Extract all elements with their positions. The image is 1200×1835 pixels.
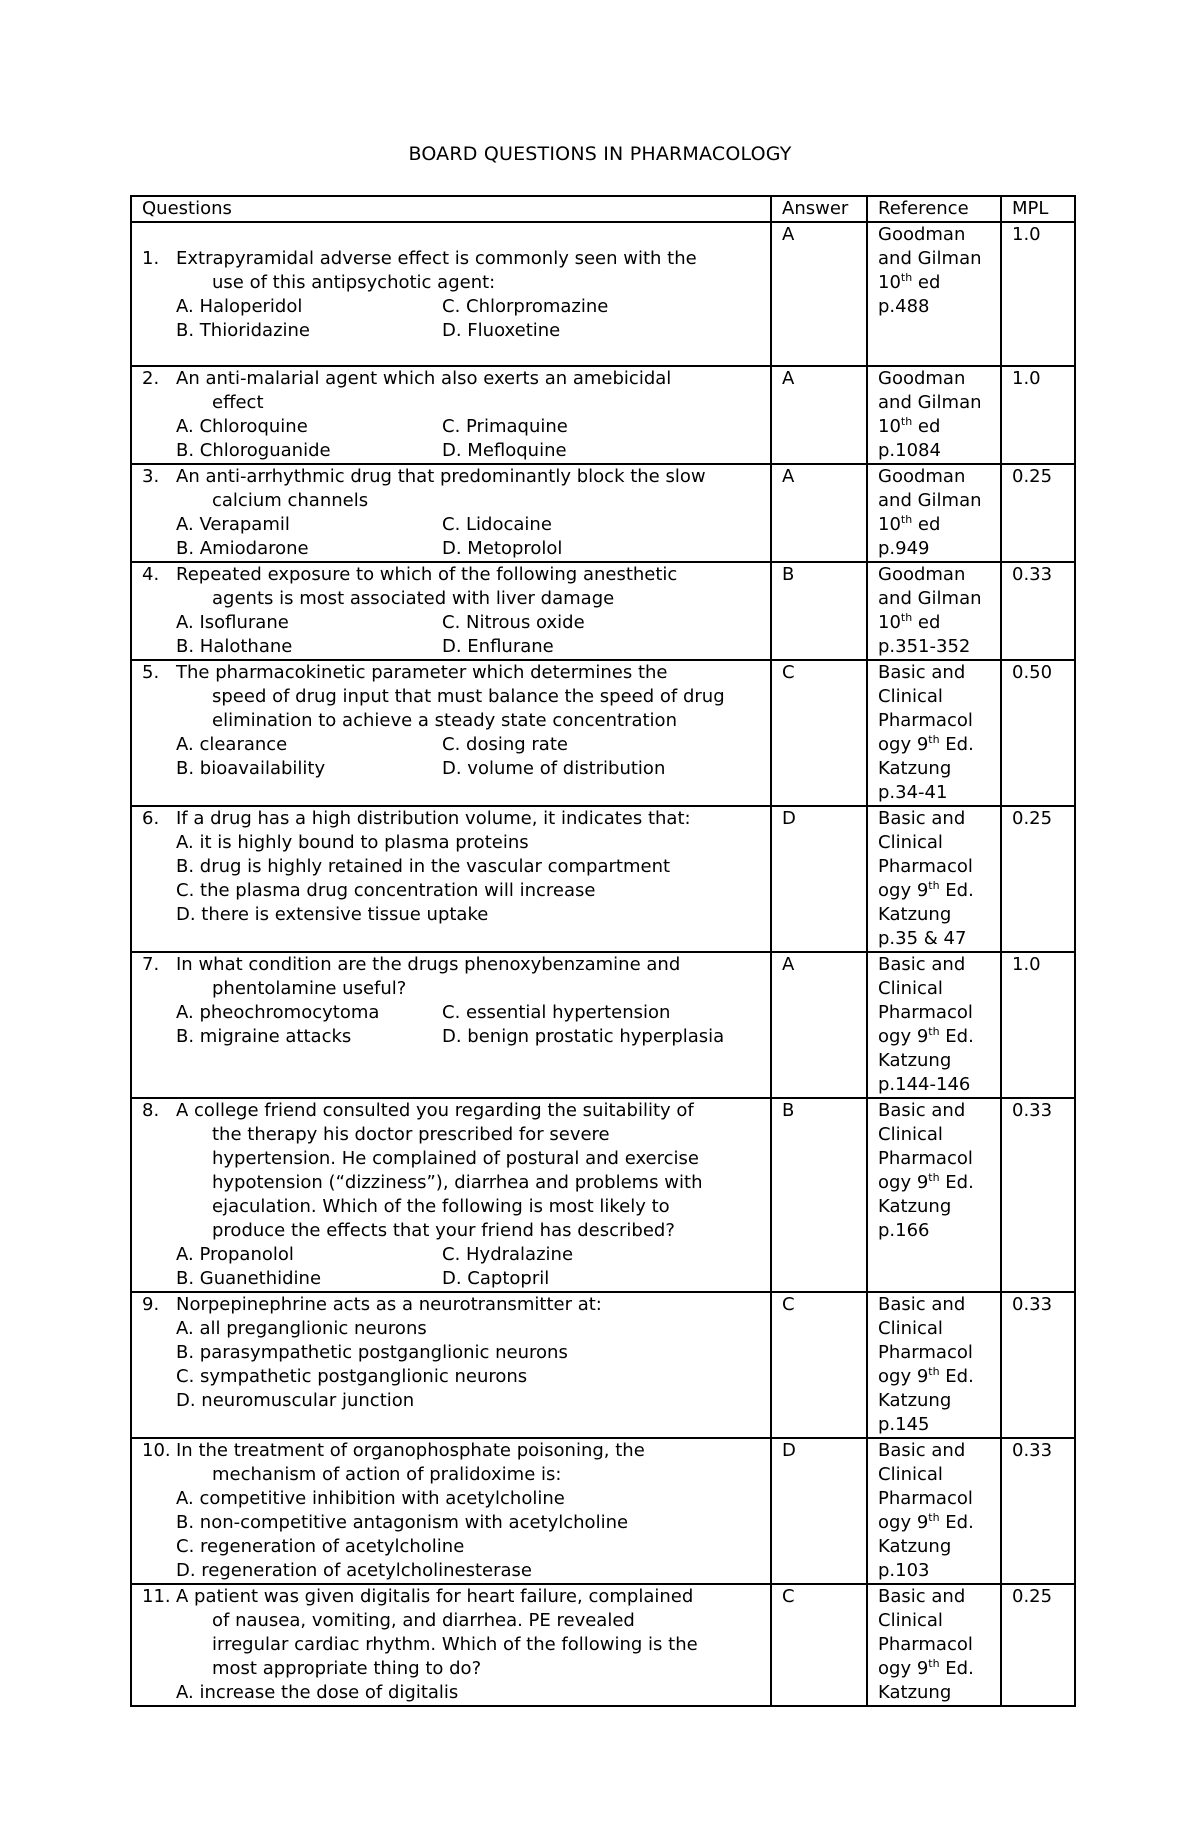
mpl-cell: 0.33 <box>1001 1292 1075 1438</box>
reference-superscript: th <box>928 1365 940 1378</box>
question-cell <box>131 222 771 366</box>
option-row <box>176 537 762 561</box>
reference-edition <box>878 1025 992 1049</box>
option-right: C. dosing rate <box>442 734 568 755</box>
reference-text: Ed. <box>939 1026 974 1047</box>
mpl-cell: 0.33 <box>1001 1098 1075 1292</box>
question-cell <box>131 1438 771 1584</box>
reference-text: Ed. <box>939 734 974 755</box>
reference-line: Basic and <box>878 1294 966 1315</box>
question-stem <box>176 1439 762 1583</box>
reference-text: ogy 9 <box>878 1366 929 1387</box>
reference-edition <box>878 513 992 537</box>
option-left: A. Verapamil <box>176 514 290 535</box>
answer-cell: B <box>771 1098 867 1292</box>
reference-superscript: th <box>900 271 913 284</box>
header-mpl: MPL <box>1001 196 1075 222</box>
option-right: C. Chlorpromazine <box>442 296 609 317</box>
table-row <box>131 1292 1075 1438</box>
question-cell <box>131 464 771 562</box>
answer-cell: A <box>771 366 867 464</box>
question-number: 6. <box>142 808 160 829</box>
question-content <box>142 1585 762 1705</box>
question-cell <box>131 660 771 806</box>
answer-cell: A <box>771 222 867 366</box>
question-stem-line: use of this antipsychotic agent: <box>212 272 496 293</box>
question-cell <box>131 1584 771 1706</box>
reference-line: Pharmacol <box>878 710 973 731</box>
question-stem-line: phentolamine useful? <box>212 978 407 999</box>
reference-text: Ed. <box>939 1172 974 1193</box>
question-stem-line: produce the effects that your friend has described? <box>212 1220 675 1241</box>
reference-text: 10 <box>878 416 901 437</box>
mpl-cell: 1.0 <box>1001 952 1075 1098</box>
question-stem-line: irregular cardiac rhythm. Which of the following is the <box>212 1634 698 1655</box>
reference-text: ogy 9 <box>878 1172 929 1193</box>
table-row <box>131 562 1075 660</box>
option-right: D. benign prostatic hyperplasia <box>442 1026 725 1047</box>
question-stem-line: In what condition are the drugs phenoxybenzamine and <box>176 954 681 975</box>
option-item: B. non-competitive antagonism with acetylcholine <box>176 1512 629 1533</box>
question-number: 8. <box>142 1100 160 1121</box>
option-right: D. Captopril <box>442 1268 550 1289</box>
question-stem-line: effect <box>212 392 264 413</box>
question-cell <box>131 1292 771 1438</box>
reference-superscript: th <box>928 1171 940 1184</box>
question-stem-line: A patient was given digitalis for heart failure, complained <box>176 1586 694 1607</box>
option-left: B. Amiodarone <box>176 538 309 559</box>
question-content <box>142 661 762 781</box>
question-stem-line: An anti-arrhythmic drug that predominantly block the slow <box>176 466 706 487</box>
mpl-cell: 0.50 <box>1001 660 1075 806</box>
reference-line: Goodman <box>878 466 966 487</box>
question-stem <box>176 465 762 561</box>
option-row <box>176 415 762 439</box>
reference-line: Basic and <box>878 954 966 975</box>
option-left: B. Guanethidine <box>176 1268 322 1289</box>
question-number: 5. <box>142 662 160 683</box>
reference-superscript: th <box>900 611 913 624</box>
reference-line: Clinical <box>878 686 943 707</box>
reference-text: ogy 9 <box>878 734 929 755</box>
question-line <box>142 465 762 561</box>
question-cell <box>131 366 771 464</box>
question-stem-line: mechanism of action of pralidoxime is: <box>212 1464 562 1485</box>
reference-line: Clinical <box>878 832 943 853</box>
reference-line: Goodman <box>878 368 966 389</box>
reference-cell <box>867 1438 1001 1584</box>
question-stem <box>176 247 762 343</box>
reference-edition <box>878 1511 992 1535</box>
question-number: 9. <box>142 1294 160 1315</box>
option-left: A. Isoflurane <box>176 612 289 633</box>
reference-superscript: th <box>900 415 913 428</box>
option-left: A. Haloperidol <box>176 296 303 317</box>
question-stem-line: An anti-malarial agent which also exerts an amebicidal <box>176 368 672 389</box>
option-right: D. Metoprolol <box>442 538 563 559</box>
reference-line: p.144-146 <box>878 1074 971 1095</box>
reference-cell <box>867 366 1001 464</box>
reference-line: p.103 <box>878 1560 930 1581</box>
answer-cell: A <box>771 464 867 562</box>
option-right: C. Hydralazine <box>442 1244 574 1265</box>
option-row <box>176 1243 762 1267</box>
option-left: A. pheochromocytoma <box>176 1002 380 1023</box>
question-stem <box>176 953 762 1049</box>
reference-line: Katzung <box>878 904 952 925</box>
option-item: A. increase the dose of digitalis <box>176 1682 459 1703</box>
question-number: 11. <box>142 1586 171 1607</box>
reference-edition <box>878 733 992 757</box>
option-left: B. Chloroguanide <box>176 440 331 461</box>
reference-text: Ed. <box>939 1512 974 1533</box>
question-cell <box>131 562 771 660</box>
question-number: 10. <box>142 1440 171 1461</box>
table-header-row <box>131 196 1075 222</box>
reference-line: Katzung <box>878 1050 952 1071</box>
option-row <box>176 1001 762 1025</box>
option-item: D. there is extensive tissue uptake <box>176 904 489 925</box>
reference-line: Katzung <box>878 1390 952 1411</box>
answer-cell: D <box>771 1438 867 1584</box>
option-item: A. all preganglionic neurons <box>176 1318 427 1339</box>
option-row <box>176 319 762 343</box>
header-answer: Answer <box>771 196 867 222</box>
option-right: C. Nitrous oxide <box>442 612 585 633</box>
reference-cell <box>867 222 1001 366</box>
reference-text: ogy 9 <box>878 1658 929 1679</box>
reference-line: Basic and <box>878 1440 966 1461</box>
option-row <box>176 635 762 659</box>
reference-line: Pharmacol <box>878 856 973 877</box>
reference-line: and Gilman <box>878 392 982 413</box>
question-line <box>142 953 762 1049</box>
question-stem-line: hypotension (“dizziness”), diarrhea and problems with <box>212 1172 703 1193</box>
reference-line: Pharmacol <box>878 1148 973 1169</box>
table-row <box>131 806 1075 952</box>
question-stem <box>176 661 762 781</box>
reference-line: p.351-352 <box>878 636 971 657</box>
option-row <box>176 295 762 319</box>
question-cell <box>131 952 771 1098</box>
mpl-cell: 0.25 <box>1001 464 1075 562</box>
question-stem <box>176 807 762 927</box>
reference-cell <box>867 1098 1001 1292</box>
mpl-cell: 0.33 <box>1001 562 1075 660</box>
option-right: D. Fluoxetine <box>442 320 561 341</box>
question-number: 1. <box>142 248 160 269</box>
reference-line: Clinical <box>878 978 943 999</box>
question-number: 7. <box>142 954 160 975</box>
option-item: C. regeneration of acetylcholine <box>176 1536 465 1557</box>
question-stem-line: of nausea, vomiting, and diarrhea. PE revealed <box>212 1610 635 1631</box>
table-row <box>131 366 1075 464</box>
option-row <box>176 513 762 537</box>
reference-cell <box>867 952 1001 1098</box>
option-left: A. clearance <box>176 734 288 755</box>
question-stem-line: A college friend consulted you regarding the suitability of <box>176 1100 694 1121</box>
question-stem-line: Repeated exposure to which of the following anesthetic <box>176 564 678 585</box>
reference-line: Basic and <box>878 1586 966 1607</box>
reference-line: Pharmacol <box>878 1634 973 1655</box>
reference-line: p.949 <box>878 538 930 559</box>
option-row <box>176 1025 762 1049</box>
question-stem <box>176 563 762 659</box>
question-line <box>142 807 762 927</box>
question-stem <box>176 1293 762 1413</box>
option-left: A. Propanolol <box>176 1244 294 1265</box>
reference-line: Pharmacol <box>878 1342 973 1363</box>
reference-line: Katzung <box>878 1196 952 1217</box>
reference-line: p.34-41 <box>878 782 948 803</box>
question-stem-line: agents is most associated with liver damage <box>212 588 615 609</box>
option-item: C. the plasma drug concentration will increase <box>176 880 596 901</box>
mpl-cell: 0.33 <box>1001 1438 1075 1584</box>
mpl-cell: 1.0 <box>1001 366 1075 464</box>
question-content <box>142 465 762 561</box>
option-right: C. essential hypertension <box>442 1002 671 1023</box>
question-line <box>142 661 762 781</box>
table-row <box>131 1098 1075 1292</box>
question-stem-line: most appropriate thing to do? <box>212 1658 482 1679</box>
reference-line: Pharmacol <box>878 1002 973 1023</box>
question-stem <box>176 1585 762 1705</box>
table-row <box>131 1584 1075 1706</box>
question-cell <box>131 806 771 952</box>
reference-line: p.166 <box>878 1220 930 1241</box>
option-item: D. neuromuscular junction <box>176 1390 415 1411</box>
reference-line: Clinical <box>878 1610 943 1631</box>
option-right: C. Lidocaine <box>442 514 552 535</box>
question-line <box>142 1585 762 1705</box>
reference-superscript: th <box>928 1025 940 1038</box>
reference-text: Ed. <box>939 880 974 901</box>
reference-edition <box>878 271 992 295</box>
answer-cell: B <box>771 562 867 660</box>
option-row <box>176 1267 762 1291</box>
option-left: B. migraine attacks <box>176 1026 352 1047</box>
option-row <box>176 733 762 757</box>
option-item: A. competitive inhibition with acetylcholine <box>176 1488 565 1509</box>
reference-line: Basic and <box>878 808 966 829</box>
question-content <box>142 1293 762 1413</box>
table-row <box>131 1438 1075 1584</box>
reference-line: Clinical <box>878 1318 943 1339</box>
reference-line: Basic and <box>878 1100 966 1121</box>
question-line <box>142 247 762 343</box>
reference-edition <box>878 1657 992 1681</box>
question-stem-line: calcium channels <box>212 490 369 511</box>
option-item: C. sympathetic postganglionic neurons <box>176 1366 528 1387</box>
table-row <box>131 222 1075 366</box>
question-line <box>142 367 762 463</box>
answer-cell: C <box>771 1292 867 1438</box>
question-stem-line: elimination to achieve a steady state concentration <box>212 710 677 731</box>
reference-line: and Gilman <box>878 588 982 609</box>
reference-line: Goodman <box>878 224 966 245</box>
reference-superscript: th <box>928 1657 940 1670</box>
option-item: B. parasympathetic postganglionic neurons <box>176 1342 568 1363</box>
reference-line: p.488 <box>878 296 930 317</box>
reference-line: Pharmacol <box>878 1488 973 1509</box>
question-line <box>142 1439 762 1583</box>
table-row <box>131 952 1075 1098</box>
question-stem-line: If a drug has a high distribution volume, it indicates that: <box>176 808 691 829</box>
reference-text: ogy 9 <box>878 1026 929 1047</box>
reference-superscript: th <box>900 513 913 526</box>
option-left: A. Chloroquine <box>176 416 308 437</box>
option-right: C. Primaquine <box>442 416 568 437</box>
question-content <box>142 563 762 659</box>
reference-text: 10 <box>878 272 901 293</box>
reference-edition <box>878 415 992 439</box>
question-stem-line: The pharmacokinetic parameter which determines the <box>176 662 668 683</box>
reference-edition <box>878 611 992 635</box>
option-left: B. bioavailability <box>176 758 326 779</box>
question-content <box>142 223 762 343</box>
reference-line: and Gilman <box>878 490 982 511</box>
question-content <box>142 1099 762 1291</box>
reference-line: p.1084 <box>878 440 941 461</box>
question-content <box>142 1439 762 1583</box>
question-stem-line: the therapy his doctor prescribed for severe <box>212 1124 610 1145</box>
reference-cell <box>867 562 1001 660</box>
mpl-cell: 0.25 <box>1001 1584 1075 1706</box>
option-item: A. it is highly bound to plasma proteins <box>176 832 529 853</box>
option-row <box>176 439 762 463</box>
answer-cell: C <box>771 660 867 806</box>
question-line <box>142 1293 762 1413</box>
reference-superscript: th <box>928 733 940 746</box>
page-title: BOARD QUESTIONS IN PHARMACOLOGY <box>408 143 792 165</box>
option-left: B. Thioridazine <box>176 320 310 341</box>
reference-cell <box>867 1292 1001 1438</box>
reference-superscript: th <box>928 1511 940 1524</box>
reference-edition <box>878 879 992 903</box>
header-reference: Reference <box>867 196 1001 222</box>
answer-cell: D <box>771 806 867 952</box>
reference-text: Ed. <box>939 1658 974 1679</box>
reference-line: Katzung <box>878 1536 952 1557</box>
question-content <box>142 807 762 927</box>
reference-text: 10 <box>878 612 901 633</box>
reference-text: 10 <box>878 514 901 535</box>
option-row <box>176 757 762 781</box>
table-row <box>131 660 1075 806</box>
question-number: 4. <box>142 564 160 585</box>
table-body <box>131 222 1075 1706</box>
question-cell <box>131 1098 771 1292</box>
reference-cell <box>867 660 1001 806</box>
reference-line: Clinical <box>878 1124 943 1145</box>
question-stem <box>176 1099 762 1291</box>
questions-table <box>130 195 1076 1707</box>
question-content <box>142 953 762 1049</box>
reference-text: ed <box>912 272 941 293</box>
reference-cell <box>867 1584 1001 1706</box>
question-number: 2. <box>142 368 160 389</box>
reference-text: ed <box>912 514 941 535</box>
reference-line: Katzung <box>878 1682 952 1703</box>
reference-line: Katzung <box>878 758 952 779</box>
reference-edition <box>878 1171 992 1195</box>
header-questions: Questions <box>131 196 771 222</box>
reference-line: and Gilman <box>878 248 982 269</box>
question-stem-line: speed of drug input that must balance the speed of drug <box>212 686 725 707</box>
option-left: B. Halothane <box>176 636 293 657</box>
question-stem-line: In the treatment of organophosphate poisoning, the <box>176 1440 645 1461</box>
reference-text: Ed. <box>939 1366 974 1387</box>
reference-cell <box>867 806 1001 952</box>
reference-text: ogy 9 <box>878 1512 929 1533</box>
question-stem-line: Extrapyramidal adverse effect is commonly seen with the <box>176 248 697 269</box>
mpl-cell: 1.0 <box>1001 222 1075 366</box>
reference-line: Goodman <box>878 564 966 585</box>
reference-superscript: th <box>928 879 940 892</box>
reference-line: p.35 & 47 <box>878 928 967 949</box>
mpl-cell: 0.25 <box>1001 806 1075 952</box>
reference-text: ogy 9 <box>878 880 929 901</box>
option-item: D. regeneration of acetylcholinesterase <box>176 1560 532 1581</box>
reference-line: p.145 <box>878 1414 930 1435</box>
question-line <box>142 563 762 659</box>
question-number: 3. <box>142 466 160 487</box>
option-right: D. Enflurane <box>442 636 554 657</box>
question-stem <box>176 367 762 463</box>
table-row <box>131 464 1075 562</box>
reference-line: Basic and <box>878 662 966 683</box>
option-right: D. volume of distribution <box>442 758 666 779</box>
question-line <box>142 1099 762 1291</box>
question-content <box>142 367 762 463</box>
question-stem-line: Norpepinephrine acts as a neurotransmitter at: <box>176 1294 602 1315</box>
reference-text: ed <box>912 612 941 633</box>
question-stem-line: hypertension. He complained of postural and exercise <box>212 1148 699 1169</box>
option-row <box>176 611 762 635</box>
reference-line: Clinical <box>878 1464 943 1485</box>
reference-text: ed <box>912 416 941 437</box>
answer-cell: A <box>771 952 867 1098</box>
option-right: D. Mefloquine <box>442 440 567 461</box>
reference-cell <box>867 464 1001 562</box>
option-item: B. drug is highly retained in the vascular compartment <box>176 856 671 877</box>
reference-edition <box>878 1365 992 1389</box>
answer-cell: C <box>771 1584 867 1706</box>
question-stem-line: ejaculation. Which of the following is most likely to <box>212 1196 670 1217</box>
